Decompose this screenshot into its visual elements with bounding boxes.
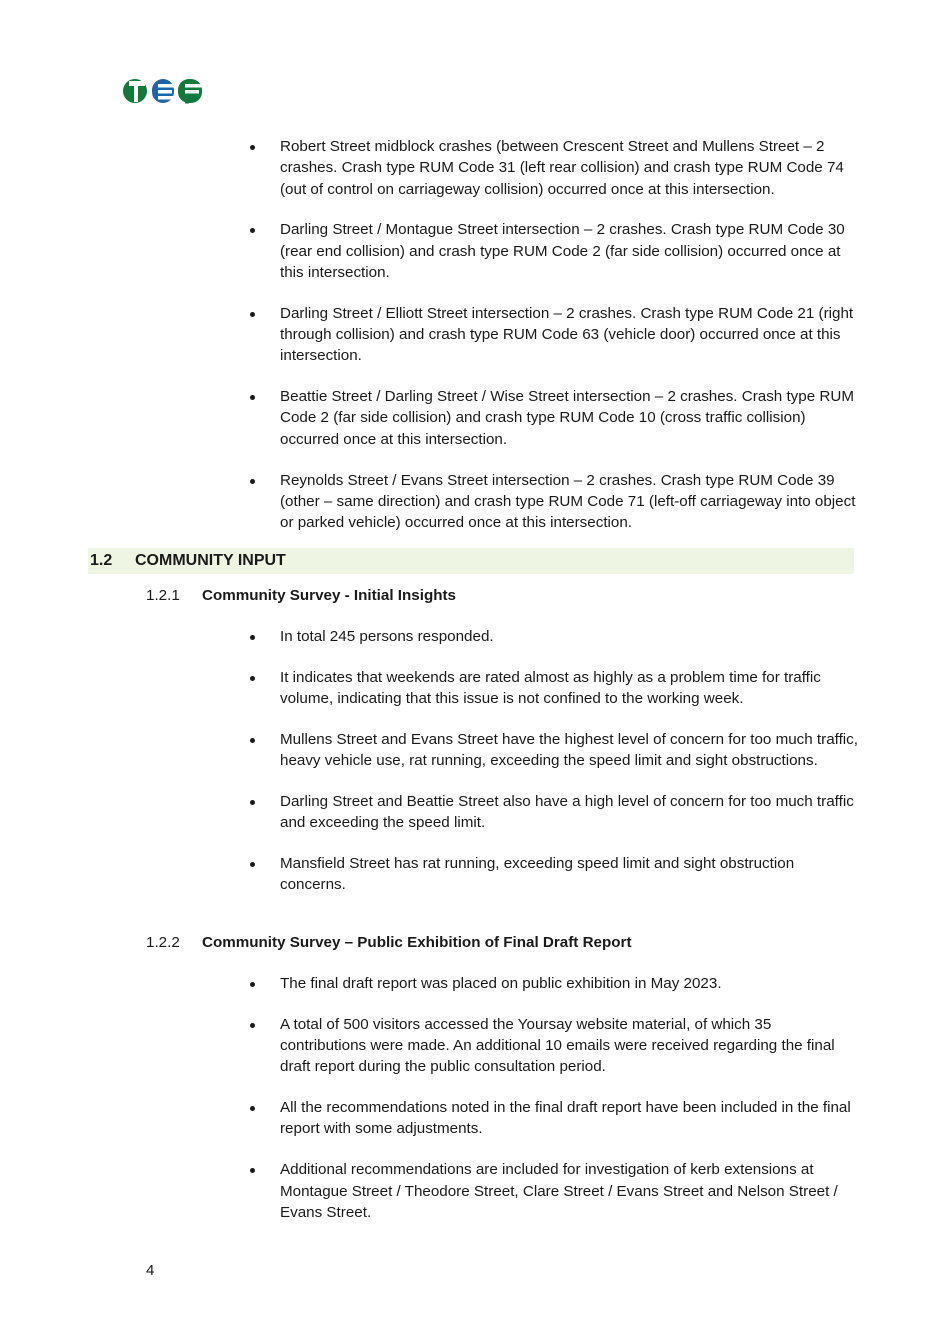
bullet-icon	[250, 676, 255, 681]
list-item	[250, 386, 860, 450]
bullet-icon	[250, 395, 255, 400]
crash-list	[250, 136, 860, 553]
bullet-icon	[250, 635, 255, 640]
list-item-text: All the recommendations noted in the final draft report have been included in the final report with some adjustments.	[280, 1099, 851, 1138]
section-number: 1.2	[90, 552, 113, 569]
bullet-icon	[250, 312, 255, 317]
bullet-icon	[250, 738, 255, 743]
bullet-icon	[250, 982, 255, 987]
bullet-icon	[250, 1106, 255, 1111]
list-item-text: Robert Street midblock crashes (between Crescent Street and Mullens Street – 2 crashes. Crash type RUM Code 31 (left rear collision) and crash type RUM Code 74 (out of control on carriageway collision) occurred once at this intersection.	[280, 138, 844, 198]
list-item-text: It indicates that weekends are rated almost as highly as a problem time for traffic volume, indicating that this issue is not confined to the working week.	[280, 668, 821, 708]
bullet-icon	[250, 800, 255, 805]
list-item	[250, 136, 860, 200]
list-item-text: Darling Street and Beattie Street also have a high level of concern for too much traffic and exceeding the speed limit.	[280, 792, 854, 832]
list-item	[250, 219, 860, 283]
subsection-heading	[146, 585, 456, 607]
list-item-text: In total 245 persons responded.	[280, 628, 494, 645]
bullet-icon	[250, 862, 255, 867]
list-item-text: Reynolds Street / Evans Street intersection – 2 crashes. Crash type RUM Code 39 (other – same direction) and crash type RUM Code 71 (left-off carriageway into object or parked vehicle) occurred once at this intersection.	[280, 471, 856, 532]
list-item-text: Additional recommendations are included for investigation of kerb extensions at Montague Street / Theodore Street, Clare Street / Evans Street and Nelson Street / Evans Street.	[280, 1161, 838, 1221]
list-item	[250, 470, 860, 534]
bullet-icon	[250, 1168, 255, 1173]
list-item	[250, 853, 860, 896]
section-heading	[88, 548, 854, 574]
section-title: COMMUNITY INPUT	[135, 552, 286, 569]
bullet-icon	[250, 479, 255, 484]
list-item-text: Mullens Street and Evans Street have the highest level of concern for too much traffic, heavy vehicle use, rat running, exceeding the speed limit and sight obstructions.	[280, 730, 858, 770]
bullet-icon	[250, 145, 255, 150]
subsection-number: 1.2.2	[146, 934, 180, 951]
subsection-title: Community Survey - Initial Insights	[202, 587, 457, 604]
list-item-text: Mansfield Street has rat running, exceeding speed limit and sight obstruction concerns.	[280, 855, 795, 894]
list-item	[250, 1014, 860, 1078]
bullet-icon	[250, 1023, 255, 1028]
public-exhibition-list	[250, 973, 860, 1243]
list-item	[250, 1159, 860, 1223]
subsection-title: Community Survey – Public Exhibition of Final Draft Report	[202, 934, 632, 951]
list-item-text: Beattie Street / Darling Street / Wise Street intersection – 2 crashes. Crash type RUM Code 2 (far side collision) and crash type RUM Code 10 (cross traffic collision) occurred once at this intersection.	[280, 388, 854, 448]
subsection-number: 1.2.1	[146, 587, 180, 604]
list-item-text: Darling Street / Elliott Street intersection – 2 crashes. Crash type RUM Code 21 (right through collision) and crash type RUM Code 63 (vehicle door) occurred once at this intersection.	[280, 304, 854, 365]
list-item	[250, 791, 860, 834]
list-item	[250, 729, 860, 772]
list-item	[250, 667, 860, 710]
tef-logo	[122, 76, 204, 106]
page-number: 4	[146, 1262, 155, 1279]
bullet-icon	[250, 228, 255, 233]
list-item	[250, 1097, 860, 1140]
list-item-text: Darling Street / Montague Street intersection – 2 crashes. Crash type RUM Code 30 (rear end collision) and crash type RUM Code 2 (far side collision) occurred once at this intersection.	[280, 221, 845, 281]
list-item	[250, 626, 860, 647]
list-item-text: A total of 500 visitors accessed the Yoursay website material, of which 35 contributions were made. An additional 10 emails were received regarding the final draft report during the public consultation period.	[280, 1015, 835, 1076]
list-item-text: The final draft report was placed on public exhibition in May 2023.	[280, 975, 722, 992]
survey-insights-list	[250, 626, 860, 915]
subsection-heading	[146, 932, 632, 954]
list-item	[250, 303, 860, 367]
list-item	[250, 973, 860, 994]
